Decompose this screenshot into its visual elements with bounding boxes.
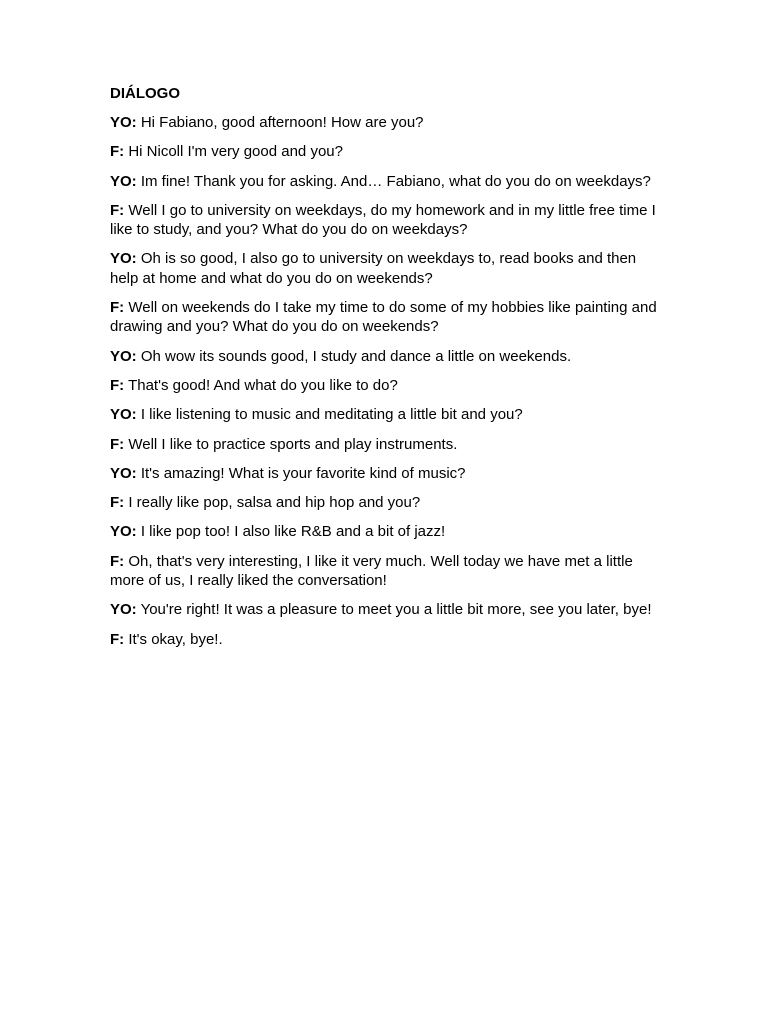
dialogue-text: Hi Nicoll I'm very good and you? [128,143,343,161]
dialogue-line [110,298,660,337]
speaker-label: YO: [110,250,137,268]
dialogue-text: Well I go to university on weekdays, do my homework and in my little free time I like to study, and you? What do you do on weekdays? [110,201,656,239]
document-title: DIÁLOGO [110,85,180,102]
dialogue-line [110,630,660,649]
dialogue-text: Hi Fabiano, good afternoon! How are you? [140,114,424,131]
dialogue-line [110,201,660,240]
dialogue-line [110,172,660,191]
speaker-label: YO: [110,464,137,482]
speaker-label: YO: [110,347,137,365]
dialogue-line [110,493,660,512]
dialogue-line [110,142,660,161]
speaker-label: YO: [110,523,137,541]
speaker-label: F: [110,494,125,512]
speaker-label: YO: [110,114,137,131]
dialogue-text: Oh wow its sounds good, I study and dance a little on weekends. [140,347,572,365]
dialogue-text: It's okay, bye!. [128,630,223,648]
speaker-label: YO: [110,601,137,619]
dialogue-line [110,405,660,424]
dialogue-line [110,435,660,454]
dialogue-text: You're right! It was a pleasure to meet you a little bit more, see you later, bye! [140,601,652,619]
dialogue-line [110,464,660,483]
dialogue-text: I like listening to music and meditating a little bit and you? [140,406,523,424]
speaker-label: F: [110,201,125,219]
dialogue-text: Im fine! Thank you for asking. And… Fabiano, what do you do on weekdays? [140,172,651,190]
speaker-label: F: [110,630,125,648]
speaker-label: F: [110,552,125,570]
speaker-label: F: [110,435,125,453]
dialogue-text: Well on weekends do I take my time to do some of my hobbies like painting and drawing and you? What do you do on weekends? [110,299,657,336]
speaker-label: F: [110,299,125,317]
dialogue-line [110,249,660,288]
dialogue-line [110,113,660,132]
document-page [110,84,660,659]
dialogue-line [110,376,660,395]
dialogue-text: It's amazing! What is your favorite kind of music? [140,464,466,482]
dialogue-line [110,552,660,591]
speaker-label: YO: [110,172,137,190]
speaker-label: YO: [110,406,137,424]
dialogue-text: That's good! And what do you like to do? [128,376,398,394]
dialogue-text: I like pop too! I also like R&B and a bit of jazz! [140,523,446,541]
dialogue-line [110,347,660,366]
dialogue-line [110,600,660,619]
speaker-label: F: [110,143,125,161]
dialogue-text: Oh is so good, I also go to university on weekdays to, read books and then help at home and what do you do on weekends? [110,250,637,287]
dialogue-line [110,522,660,541]
dialogue-text: Well I like to practice sports and play instruments. [128,435,458,453]
dialogue-text: Oh, that's very interesting, I like it very much. Well today we have met a little more of us, I really liked the conversation! [110,552,633,590]
dialogue-text: I really like pop, salsa and hip hop and you? [128,494,421,512]
speaker-label: F: [110,376,125,394]
